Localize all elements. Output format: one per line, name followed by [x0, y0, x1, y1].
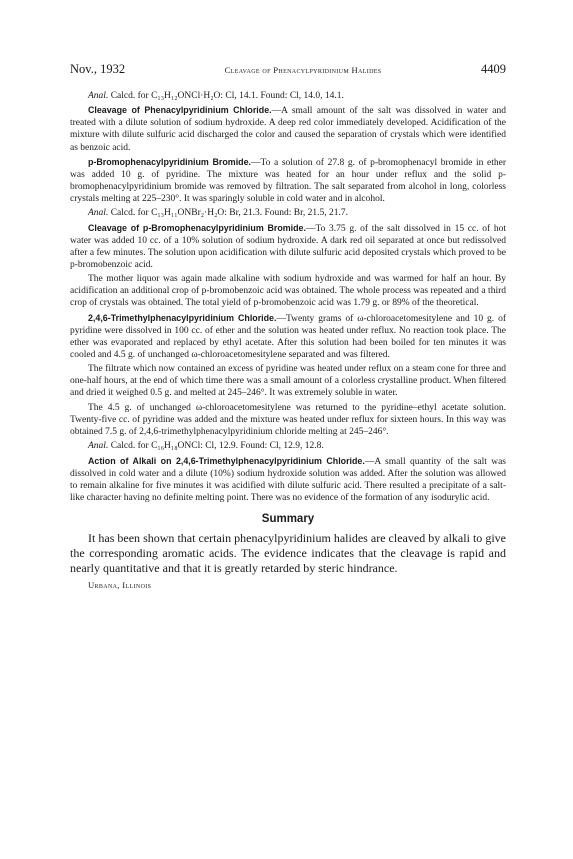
location-text: Urbana, Illinois	[88, 580, 152, 591]
journal-page	[70, 62, 506, 590]
analysis-line-3	[70, 440, 506, 452]
section-text: —To a solution of 27.8 g. of p-bromophenacyl bromide in ether was added 10 g. of pyridine. The mixture was heated for an hour under reflux and the solid p-bromophenacylpyridinium bromide was removed by filtration. The salt separated from alcohol in long, colorless crystals melting at 225–230°. It was sparingly soluble in cold water and in alcohol.	[70, 157, 506, 205]
analysis-label: Anal.	[88, 441, 109, 452]
section-heading: Action of Alkali on 2,4,6-Trimethylphenacylpyridinium Chloride.	[88, 455, 365, 466]
analysis-text: Calcd. for C₁₆H₁₈ONCl: Cl, 12.9. Found: Cl, 12.9, 12.8.	[108, 441, 324, 452]
section-text: —To 3.75 g. of the salt dissolved in 15 cc. of hot water was added 10 cc. of a 10% solution of sodium hydroxide. A dark red oil separated at once but redissolved after a few minutes. The solution upon acidification with dilute sulfuric acid deposited crystals which proved to be p-bromobenzoic acid.	[70, 223, 506, 270]
issue-date: Nov., 1932	[70, 62, 126, 76]
section-text: —Twenty grams of ω-chloroacetomesitylene and 10 g. of pyridine were dissolved in 100 cc. of ether and the solution was heated under reflux. No reaction took place. The ether was evaporated and replaced by ethyl acetate. After this solution had been boiled for ten minutes it was cooled and 4.5 g. of unchanged ω-chloroacetomesitylene separated and was filtered.	[70, 313, 506, 360]
analysis-line-1	[70, 90, 506, 102]
paragraph-mother-liquor: The mother liquor was again made alkaline with sodium hydroxide and was warmed for half an hour. By acidification an additional crop of p-bromobenzoic acid was obtained. The whole process was repeated and a third crop of crystals was obtained. The total yield of p-bromobenzoic acid was 1.79 g. or 89% of the theoretical.	[70, 274, 506, 309]
analysis-text: Calcd. for C₁₃H₁₁ONBr₂·H₂O: Br, 21.3. Found: Br, 21.5, 21.7.	[108, 208, 349, 219]
analysis-text: Calcd. for C₁₃H₁₂ONCl·H₂O: Cl, 14.1. Found: Cl, 14.0, 14.1.	[108, 91, 344, 101]
section-cleavage-bromide	[70, 222, 506, 271]
section-text: —A small quantity of the salt was dissolved in cold water and a dilute (10%) sodium hydroxide solution was added. After the solution was allowed to remain alkaline for five minutes it was acidified with dilute sulfuric acid. There resulted a precipitate of a salt-like character having no definite melting point. There was no evidence of the formation of any isodurylic acid.	[70, 456, 506, 503]
running-title: Cleavage of Phenacylpyridinium Halides	[224, 65, 382, 75]
analysis-line-2	[70, 207, 506, 219]
article-body	[70, 90, 506, 590]
summary-text: It has been shown that certain phenacylpyridinium halides are cleaved by alkali to give the corresponding aromatic acids. The evidence indicates that the cleavage is rapid and nearly quantitative and that it is greatly retarded by steric hindrance.	[70, 530, 506, 576]
author-location	[70, 580, 506, 590]
section-action-alkali	[70, 455, 506, 504]
section-heading: 2,4,6-Trimethylphenacylpyridinium Chloride.	[88, 312, 277, 323]
section-heading: Cleavage of p-Bromophenacylpyridinium Bromide.	[88, 222, 306, 233]
section-bromophenacyl-bromide	[70, 156, 506, 205]
summary-heading: Summary	[261, 512, 315, 525]
section-trimethyl-chloride	[70, 312, 506, 361]
page-number: 4409	[480, 62, 506, 76]
section-text: —A small amount of the salt was dissolved in water and treated with a dilute solution of sodium hydroxide. A deep red color immediately developed. Acidification of the mixture with dilute sulfuric acid discharged the color and caused the separation of crystals which were identified as benzoic acid.	[70, 106, 506, 153]
analysis-label: Anal.	[88, 91, 109, 101]
paragraph-unchanged: The 4.5 g. of unchanged ω-chloroacetomesitylene was returned to the pyridine–ethyl acetate solution. Twenty-five cc. of pyridine was added and the mixture was heated under reflux for sixteen hours. In this way was obtained 7.5 g. of 2,4,6-trimethylphenacylpyridinium chloride melting at 245–246°.	[70, 402, 506, 437]
running-header	[70, 62, 506, 82]
section-heading: Cleavage of Phenacylpyridinium Chloride.	[88, 105, 272, 116]
analysis-label: Anal.	[88, 208, 109, 219]
paragraph-filtrate: The filtrate which now contained an excess of pyridine was heated under reflux on a steam cone for three and one-half hours, at the end of which time there was a small amount of a colorless crystalline product. When filtered and dried it weighed 0.5 g. and melted at 245–246°. It was extremely soluble in water.	[70, 364, 506, 399]
section-heading: p-Bromophenacylpyridinium Bromide.	[88, 156, 251, 167]
section-cleavage-chloride	[70, 104, 506, 153]
